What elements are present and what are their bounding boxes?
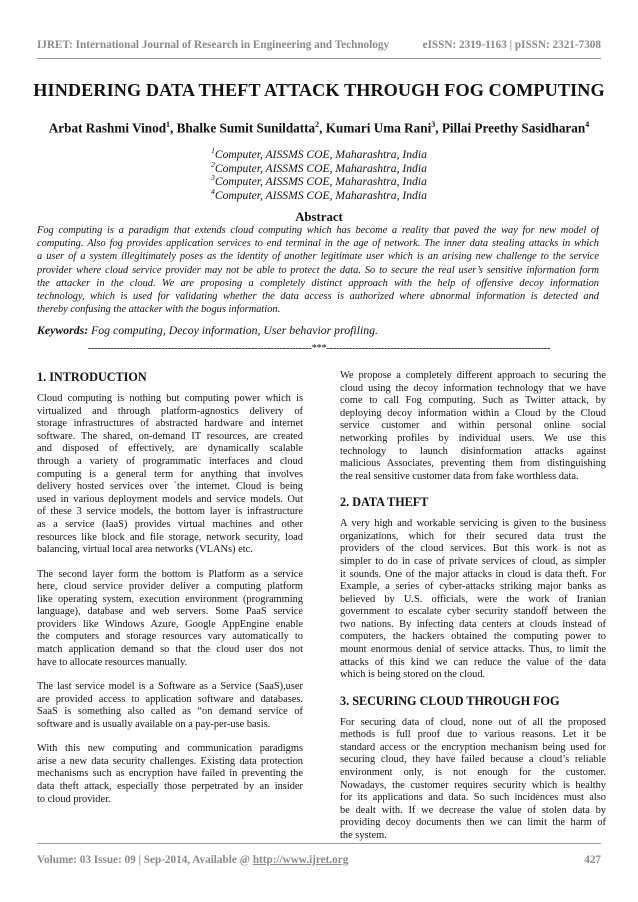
text-line: mount enormous denial of service attacks. Thus, to limit the (340, 644, 606, 656)
text-line: software. The shared, on-demand IT resources, are created (37, 430, 303, 442)
text-line: the real sensitive customer data from fake worthless data. (340, 470, 579, 482)
text-line: methods is full proof due to various reasons. Let it be (340, 729, 606, 741)
text-line: language), database and web servers. Some PaaS service (37, 606, 303, 618)
text-line: providers of the cloud services. But this work is not as (340, 543, 606, 555)
text-line: used in various deployment models and service models. Out (37, 493, 303, 505)
text-line: the system. (340, 830, 387, 841)
text-line: come to call Fog computing. Such as Twitter attack, by (340, 395, 606, 407)
text-line: match application demand so that the cloud user dos not (37, 644, 303, 656)
header-rule (37, 58, 601, 59)
right-column (340, 370, 606, 854)
text-line: providers like Windows Azure, Google AppEngine enable (37, 618, 303, 630)
text-line: software and is usually available on a pay-per-use basis. (37, 718, 271, 730)
paper-title: HINDERING DATA THEFT ATTACK THROUGH FOG COMPUTING (33, 80, 605, 100)
author-name: Arbat Rashmi Vinod (48, 120, 167, 136)
journal-name: IJRET: International Journal of Research in Engineering and Technology (37, 39, 390, 51)
author-separator: , (319, 120, 326, 136)
author-separator: , (170, 120, 177, 136)
abstract-line: thereby confusing the attacker with the bogus information. (37, 304, 281, 316)
paragraph (340, 518, 606, 682)
author-index: 4 (585, 120, 590, 129)
text-line: delivery hosted services over `the internet. Cloud is being (37, 481, 303, 493)
text-line: arise a new data security challenges. Existing data protection (37, 755, 303, 767)
abstract-line: the attacker in the cloud. We are proposing a completely distinct approach with the help of offensive decoy information (37, 277, 599, 289)
text-line: service customer and within personal online social (340, 420, 606, 432)
affiliation-text: Computer, AISSMS COE, Maharashtra, India (214, 147, 427, 161)
abstract-heading: Abstract (295, 210, 343, 224)
affiliation (30, 185, 608, 202)
text-line: have to allocate resources manually. (37, 656, 188, 668)
affiliation-index: 4 (211, 186, 215, 196)
text-line: standard access or the encryption mechanism being used for (340, 741, 606, 753)
section-heading: 1. INTRODUCTION (37, 370, 147, 384)
journal-link[interactable]: http://www.ijret.org (252, 854, 349, 866)
text-line: deploying decoy information within a Cloud by the Cloud (340, 407, 606, 419)
affiliation-index: 3 (211, 173, 215, 183)
text-line: here, cloud service provider deliver a computing platform (37, 581, 303, 593)
affiliation-index: 1 (211, 146, 215, 155)
keywords-text: Fog computing, Decoy information, User behavior profiling. (88, 323, 378, 337)
section-separator: ----------------------------------------------------------------------***---------------------------------------------------------------------- (87, 343, 551, 354)
text-line: like operating system, execution environment (programming (37, 593, 303, 605)
footer-volume: Volume: 03 Issue: 09 | Sep-2014, Available @ (37, 854, 253, 866)
text-line: resources like block and file storage, network security, load (37, 531, 303, 543)
text-line: A very high and workable servicing is given to the business (340, 518, 606, 530)
section-heading: 2. DATA THEFT (340, 495, 429, 510)
author-index: 3 (431, 120, 436, 129)
running-footer (37, 854, 601, 866)
text-line: it sounds. One of the major attacks in cloud is data theft. For (340, 568, 606, 580)
text-line: data theft attack, especially those perpetrated by an insider (37, 781, 303, 793)
text-line: The second layer form the bottom is Platform as a service (37, 568, 303, 580)
paragraph (340, 717, 606, 843)
paragraph (37, 569, 303, 670)
text-line: of these 3 service models, the bottom layer is infrastructure (37, 506, 303, 518)
author-name: Bhalke Sumit Sunildatta (176, 120, 316, 136)
text-line: and disposed of effectively, are dynamically scalable (37, 443, 303, 455)
text-line: are provided access to application software and databases. (37, 693, 303, 705)
text-line: For securing data of cloud, none out of all the proposed (340, 716, 606, 728)
text-line: computers, the hackers obtained the computing power to (340, 631, 606, 643)
text-line: balancing, virtual local area networks (VLANs) etc. (37, 544, 253, 556)
keywords (37, 323, 601, 338)
text-line: the computers and storage resources vary automatically to (37, 631, 303, 643)
text-line: which is being stored on the cloud. (340, 669, 486, 681)
text-line: technology to launch disinformation attacks against (340, 445, 606, 457)
text-line: environment only, is not enough for the customer. (340, 767, 606, 779)
text-line: The last service model is a Software as a Service (SaaS),user (37, 681, 303, 693)
affiliation-text: Computer, AISSMS COE, Maharashtra, India (214, 188, 427, 202)
text-line: securing cloud, they have failed because a cloud’s reliable (340, 754, 606, 766)
text-line: Example, a series of cyber-attacks striking major banks as (340, 581, 606, 593)
author-index: 1 (166, 120, 171, 129)
text-line: networking profiles by individual users. We use this (340, 432, 606, 444)
text-line: mechanisms such as encryption have failed in preventing the (37, 768, 303, 780)
abstract-line: Fog computing is a paradigm that extends cloud computing which has become a reality that paved the way for new model of (37, 225, 599, 236)
abstract-line: a user of a system illegitimately poses as the identity of another legitimate user which is an arising new challenge to the service (37, 251, 599, 263)
text-line: Nowadays, the customer requires security which is healthy (340, 779, 606, 791)
text-line: virtualized and through platform-agnostics delivery of (37, 405, 303, 417)
text-line: as a service (IaaS) provides virtual machines and other (37, 518, 303, 530)
paragraph (37, 743, 303, 806)
abstract-line: provider where cloud service provider may not be able to protect the data. So to secure the real user’s sensitive information form (37, 264, 599, 276)
text-line: government to escalate cyber security standoff between the (340, 606, 606, 618)
issn: eISSN: 2319-1163 | pISSN: 2321-7308 (422, 39, 601, 51)
text-line: SaaS is something also called as “on demand service of (37, 706, 303, 718)
author-name: Pillai Preethy Sasidharan (441, 120, 586, 136)
text-line: computing is a general term for anything that involves (37, 468, 303, 480)
affiliation-text: Computer, AISSMS COE, Maharashtra, India (214, 175, 427, 189)
text-line: two nations. By infecting data centers at clouds instead of (340, 618, 606, 630)
text-line: attacks of this kind we can reduce the value of the data (340, 656, 606, 668)
text-line: simpler to do in case of private services of cloud, as simpler (340, 555, 606, 567)
abstract-line: technology, which is used for validating whether the data access is authorized where abnormal information is detected and (37, 291, 599, 302)
footer-rule (37, 843, 601, 844)
section-heading: 3. SECURING CLOUD THROUGH FOG (340, 693, 560, 708)
text-line: for its applications and data. So such incidences must also (340, 792, 606, 804)
author-separator: , (435, 120, 442, 136)
paragraph (340, 370, 606, 483)
text-line: We propose a completely different approach to securing the (340, 370, 606, 381)
text-line: storage infrastructures of abstracted hardware and internet (37, 418, 303, 430)
abstract-line: computing. Also fog provides application services to end terminal in the age of network. The inner data stealing attacks in which (37, 238, 599, 250)
left-column (37, 370, 303, 818)
text-line: Cloud computing is nothing but computing power which is (37, 393, 303, 404)
text-line: organizations, which for their secured data trust the (340, 530, 606, 542)
text-line: malicious Associates, preventing them from distinguishing (340, 458, 606, 470)
text-line: believed by U.S. officials, were the work of Iranian (340, 593, 606, 605)
text-line: cloud using the decoy information technology that we have (340, 382, 606, 394)
author-index: 2 (315, 120, 320, 129)
text-line: to cloud provider. (37, 793, 111, 805)
paragraph (37, 393, 303, 557)
text-line: providing decoy documents then we can limit the harm of (340, 817, 606, 829)
affiliation-index: 2 (211, 159, 215, 169)
affiliation-text: Computer, AISSMS COE, Maharashtra, India (214, 161, 427, 175)
author-name: Kumari Uma Rani (325, 120, 432, 136)
text-line: With this new computing and communication paradigms (37, 743, 303, 755)
keywords-label: Keywords: (37, 323, 89, 337)
text-line: through a variety of programmatic interfaces and cloud (37, 455, 303, 467)
paragraph (37, 681, 303, 731)
text-line: be dealt with. If we decrease the value of stolen data by (340, 804, 606, 816)
author-list (30, 120, 608, 136)
page-number: 427 (584, 854, 601, 866)
